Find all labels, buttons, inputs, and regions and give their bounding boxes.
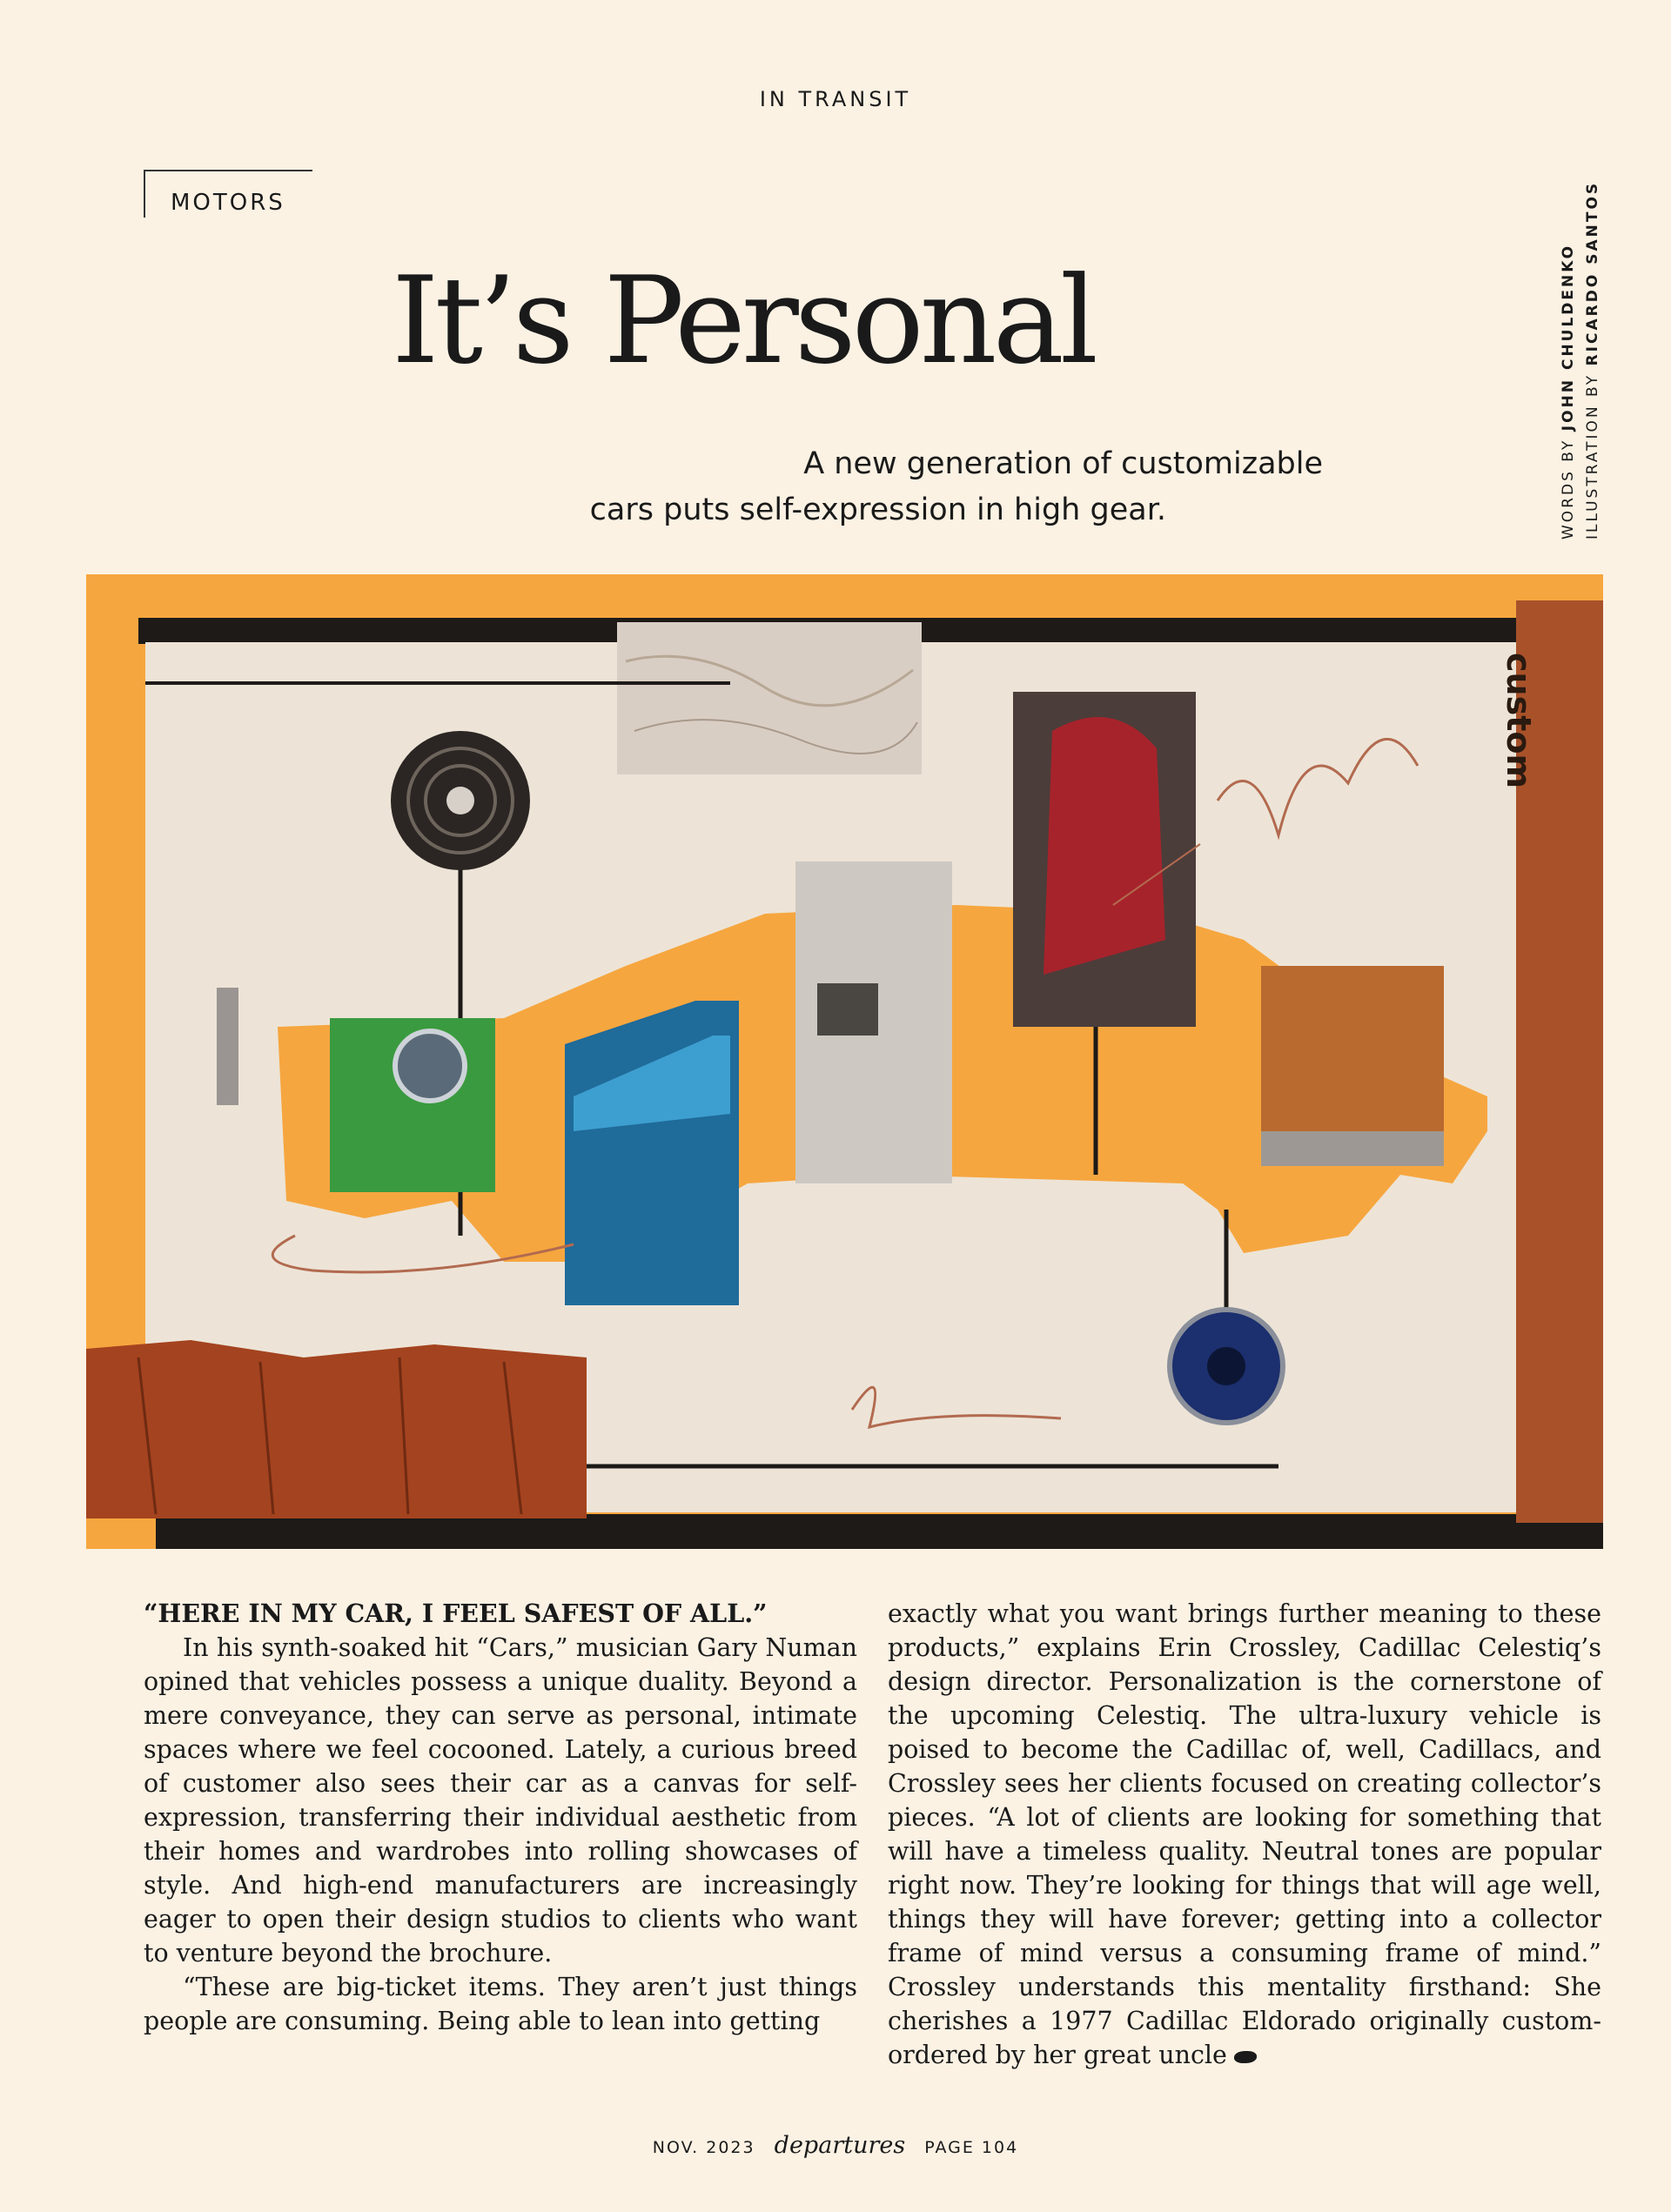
illustrator-name: RICARDO SANTOS bbox=[1584, 180, 1601, 366]
pull-quote: “HERE IN MY CAR, I FEEL SAFEST OF ALL.” bbox=[144, 1599, 768, 1628]
section-kicker: IN TRANSIT bbox=[759, 87, 912, 111]
page-number: PAGE 104 bbox=[924, 2138, 1019, 2157]
paragraph-2-start: “These are big-ticket items. They aren’t just things people are consuming. Being able to lean into getting bbox=[144, 1973, 857, 2035]
words-credit-prefix: WORDS BY bbox=[1560, 438, 1577, 540]
byline-credits bbox=[1560, 165, 1601, 540]
hero-illustration bbox=[86, 574, 1603, 1549]
article-title: It’s Personal bbox=[392, 251, 1095, 391]
dek-line-2: cars puts self-expression in high gear. bbox=[589, 493, 1166, 527]
column-1 bbox=[144, 1597, 857, 2038]
page-footer bbox=[0, 2132, 1671, 2159]
collage-artwork bbox=[86, 574, 1603, 1549]
paragraph-2-continued: exactly what you want brings further meaning to these products,” explains Erin Crossley, Cadillac Celestiq’s design director. Personalization is the cornerstone of the upcoming Celestiq. The ultra-luxury vehicle is poised to become the Cadillac of, well, Cadillacs, and Crossley sees her clients focused on creating collector’s pieces. “A lot of clients are looking for something that will have a timeless quality. Neutral tones are popular right now. They’re looking for things that will age well, things they will have forever; getting into a collector frame of mind versus a consuming frame of mind.” Crossley understands this mentality firsthand: She cherishes a 1977 Cadillac Eldorado originally custom-ordered by her great uncle bbox=[888, 1599, 1601, 2069]
article-dek bbox=[522, 441, 1323, 533]
continue-arrow-icon bbox=[1234, 2051, 1257, 2063]
publication-logo: departures bbox=[774, 2132, 906, 2159]
issue-date: NOV. 2023 bbox=[652, 2138, 755, 2157]
dek-line-1: A new generation of customizable bbox=[803, 446, 1323, 481]
illustration-credit-prefix: ILLUSTRATION BY bbox=[1584, 372, 1601, 540]
paragraph-1: In his synth-soaked hit “Cars,” musician Gary Numan opined that vehicles possess a unique duality. Beyond a mere conveyance, they can serve as personal, intimate spaces where we feel cocooned. Lately, a curious breed of customer also sees their car as a canvas for self-expression, transferring their individual aesthetic from their homes and wardrobes into rolling showcases of style. And high-end manufacturers are increasingly eager to open their design studios to clients who want to venture beyond the brochure. bbox=[144, 1633, 857, 1967]
custom-label: custom bbox=[1500, 653, 1538, 789]
words-credit bbox=[1560, 165, 1584, 540]
column-2 bbox=[888, 1597, 1601, 2072]
author-name: JOHN CHULDENKO bbox=[1560, 243, 1577, 432]
illustration-credit bbox=[1584, 165, 1608, 540]
category-label: MOTORS bbox=[171, 190, 285, 216]
